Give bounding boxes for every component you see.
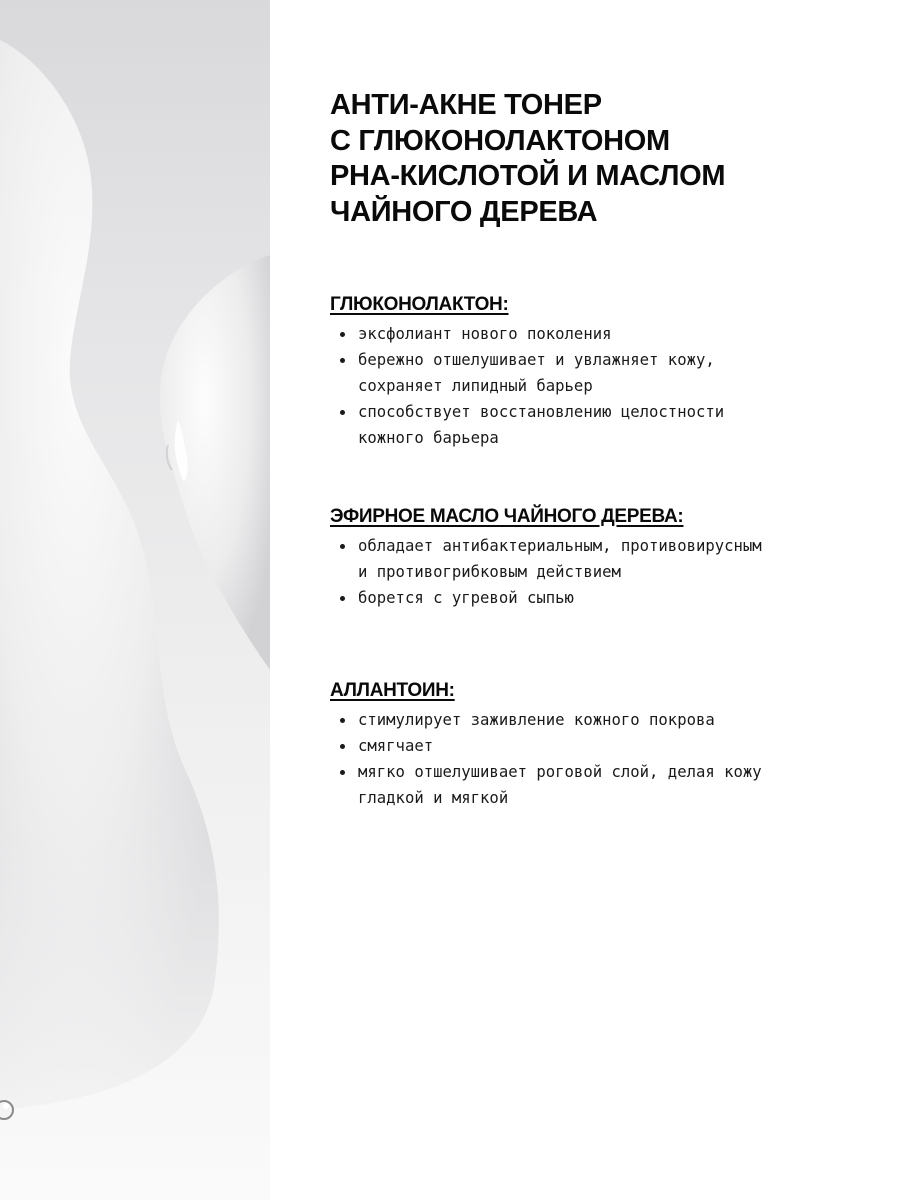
list-item [330,533,780,585]
bullet-dot-icon [340,744,345,749]
bullet-dot-icon [340,770,345,775]
list-item-text: обладает антибактериальным, противовирусным и противогрибковым действием [358,537,762,581]
bullet-list [330,321,780,451]
product-description [330,88,780,807]
list-item [330,707,780,733]
product-texture-photo [0,0,270,1200]
list-item-text: стимулирует заживление кожного покрова [358,711,715,729]
bullet-list [330,533,780,611]
list-item [330,399,780,451]
title-line: АНТИ-АКНЕ ТОНЕР [330,89,602,121]
title-line: С ГЛЮКОНОЛАКТОНОМ [330,124,670,157]
section-heading: ГЛЮКОНОЛАКТОН: [330,294,509,315]
title-line: ЧАЙНОГО ДЕРЕВА [330,195,598,228]
bullet-dot-icon [340,718,345,723]
list-item-text: смягчает [358,737,434,755]
section-heading: АЛЛАНТОИН: [330,680,455,701]
product-title [330,88,780,230]
list-item-text: эксфолиант нового поколения [358,325,612,343]
list-item [330,347,780,399]
bullet-dot-icon [340,410,345,415]
list-item-text: способствует восстановлению целостности кожного барьера [358,403,725,447]
ingredient-section-allantoin [330,679,780,811]
title-line: PHA-КИСЛОТОЙ И МАСЛОМ [330,160,726,192]
list-item [330,321,780,347]
list-item [330,759,780,811]
ingredient-section-gluconolactone [330,293,780,451]
ingredient-section-tea-tree-oil [330,505,780,611]
list-item-text: мягко отшелушивает роговой слой, делая кожу гладкой и мягкой [358,763,762,807]
gel-texture-image [0,0,270,1200]
bullet-dot-icon [340,358,345,363]
section-heading: ЭФИРНОЕ МАСЛО ЧАЙНОГО ДЕРЕВА: [330,506,684,527]
bullet-dot-icon [340,596,345,601]
bullet-dot-icon [340,544,345,549]
bullet-dot-icon [340,332,345,337]
list-item [330,585,780,611]
bullet-list [330,707,780,811]
list-item-text: бережно отшелушивает и увлажняет кожу, сохраняет липидный барьер [358,351,715,395]
list-item-text: борется с угревой сыпью [358,589,574,607]
list-item [330,733,780,759]
